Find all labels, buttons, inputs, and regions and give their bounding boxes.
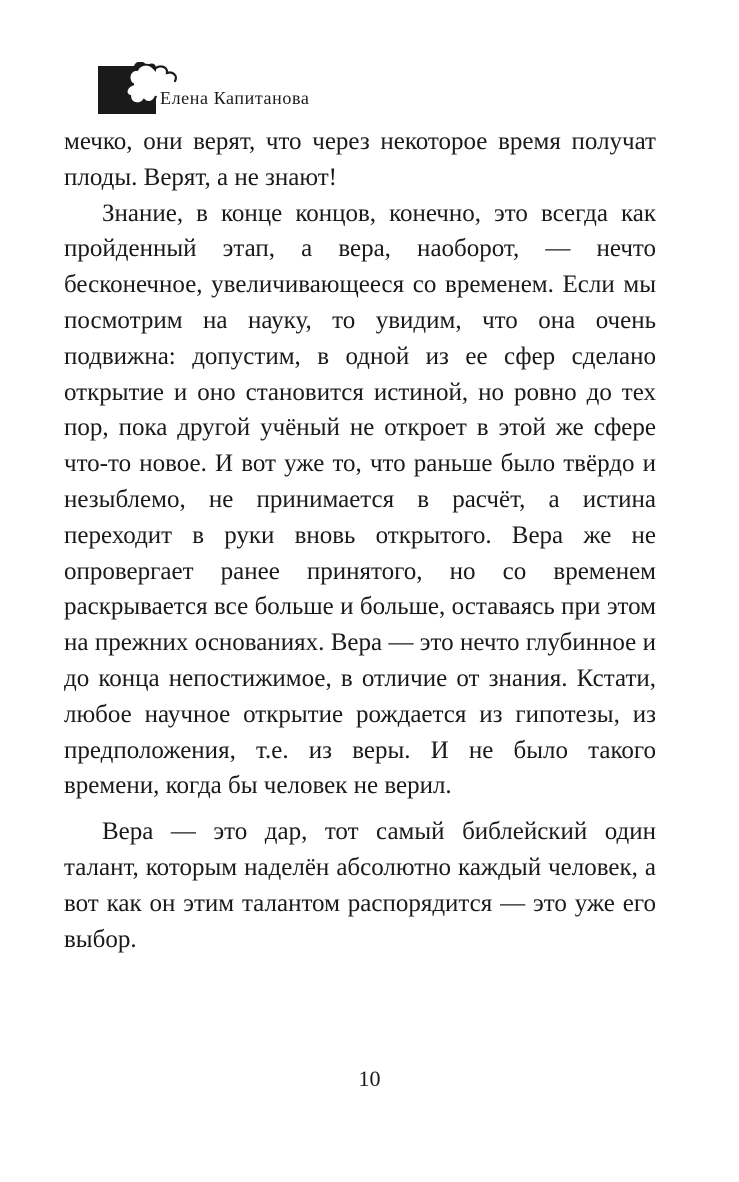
paragraph-2: Знание, в конце концов, конечно, это всегда как пройденный этап, а вера, наоборот, — нечто бесконечное, увеличивающееся со временем. Если мы посмотрим на науку, то увидим, что она очень подвижна: допустим, в одной из ее сфер сделано открытие и оно становится истиной, но ровно до тех пор, пока другой учёный не откроет в этой же сфере что-то новое. И вот уже то, что раньше было твёрдо и незыблемо, не принимается в расчёт, а истина переходит в руки вновь открытого. Вера же не опровергает ранее принятого, но со временем раскрывается все больше и больше, оставаясь при этом на прежних основаниях. Вера — это нечто глубинное и до конца непостижимое, в отличие от знания. Кстати, любое научное открытие рождается из гипотезы, из предположения, т.е. из веры. И не было такого времени, когда бы человек не верил. bbox=[64, 199, 656, 800]
author-name: Елена Капитанова bbox=[160, 88, 310, 108]
page-number: 10 bbox=[358, 1066, 381, 1091]
paragraph-3: Вера — это дар, тот самый библейский один талант, которым наделён абсолютно каждый человек, а вот как он этим талантом распорядится — это уже его выбор. bbox=[64, 818, 656, 953]
paragraph-1: мечко, они верят, что через некоторое время получат плоды. Верят, а не знают! bbox=[64, 128, 656, 191]
running-header bbox=[98, 62, 698, 114]
page-body bbox=[64, 124, 656, 957]
